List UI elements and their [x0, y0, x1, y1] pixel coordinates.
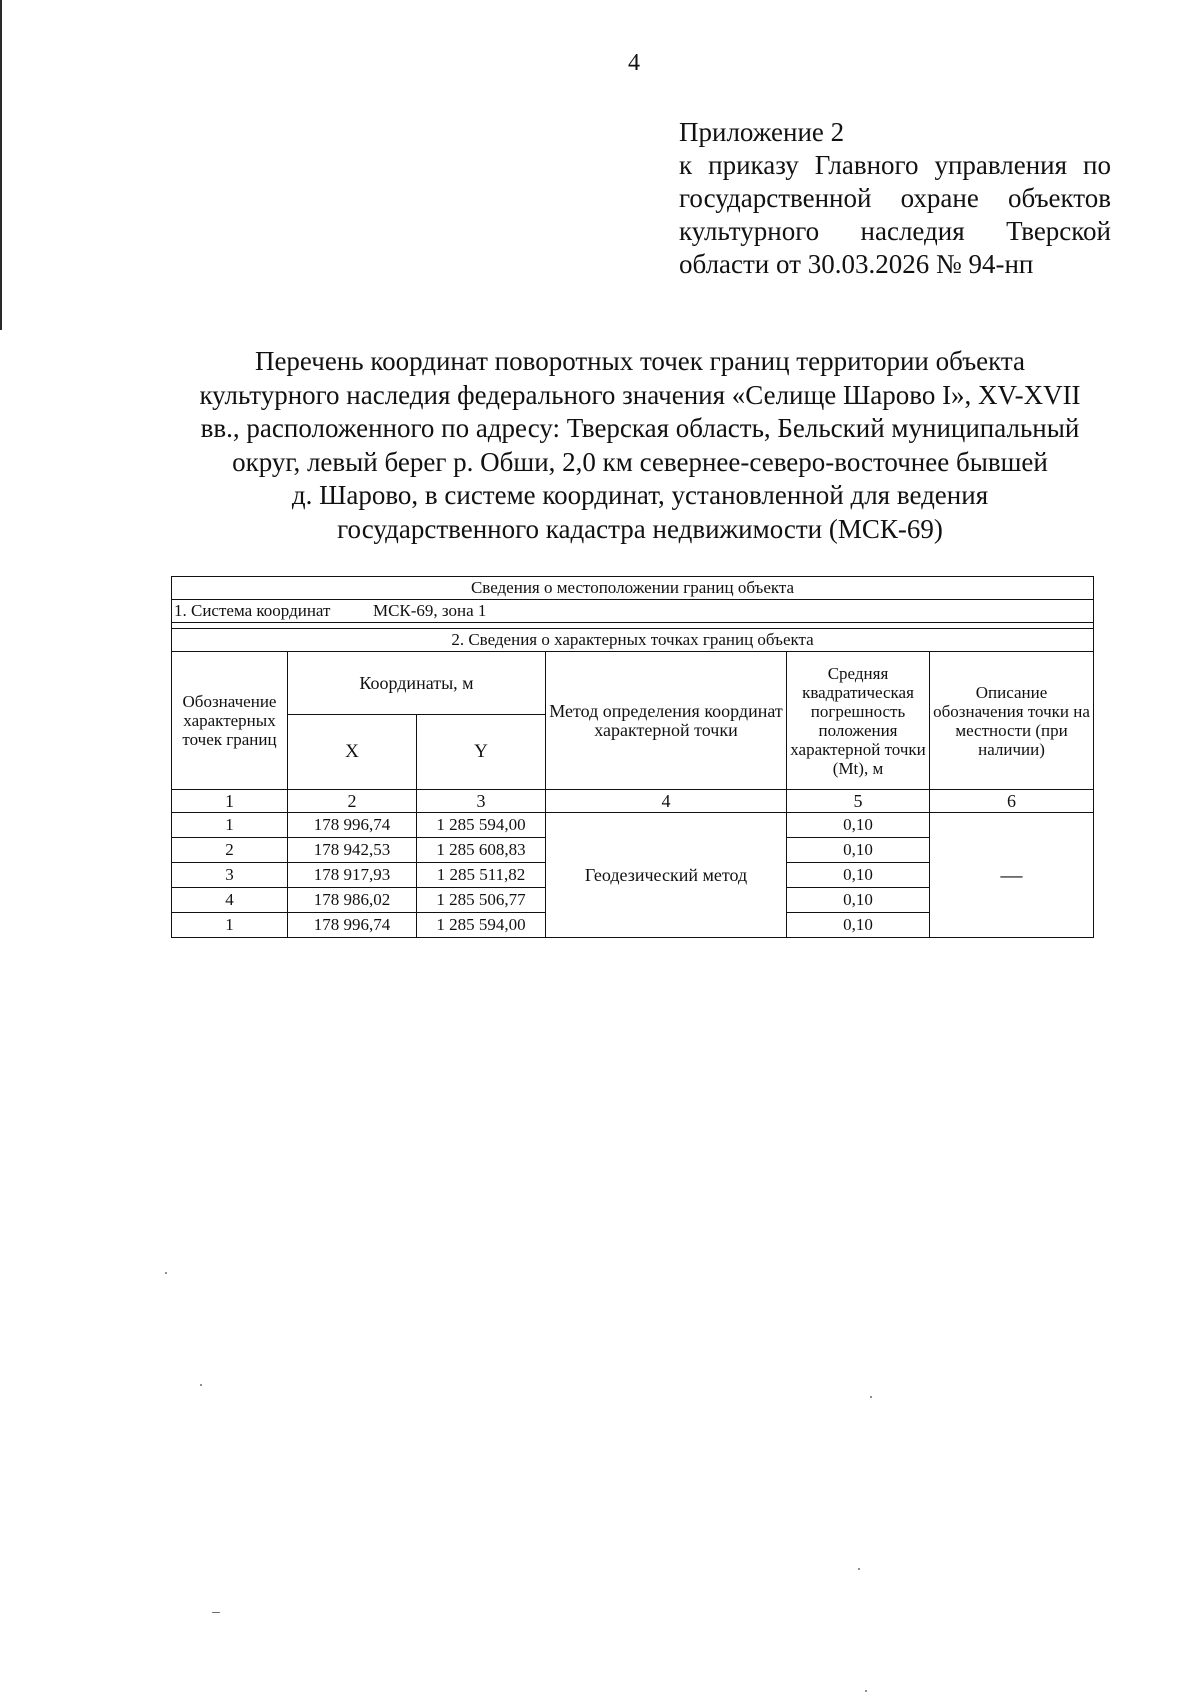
- appendix-line: культурного наследия Тверской: [679, 216, 1111, 246]
- y-value: 1 285 594,00: [417, 813, 546, 838]
- appendix-line: области от 30.03.2026 № 94-нп: [679, 249, 1034, 279]
- scan-speck: [865, 1690, 867, 1692]
- error-value: 0,10: [787, 913, 930, 938]
- table-section-row: [172, 577, 1094, 600]
- y-value: 1 285 506,77: [417, 888, 546, 913]
- error-value: 0,10: [787, 813, 930, 838]
- header-x: X: [288, 715, 417, 790]
- column-number: 5: [787, 790, 930, 813]
- points-section-title: 2. Сведения о характерных точках границ объекта: [172, 629, 1094, 652]
- header-y: Y: [417, 715, 546, 790]
- coord-system-value: МСК-69, зона 1: [372, 601, 487, 620]
- document-title: [160, 345, 1120, 547]
- appendix-block: [679, 116, 1111, 281]
- error-value: 0,10: [787, 838, 930, 863]
- title-line: д. Шарово, в системе координат, установленной для ведения: [291, 480, 989, 511]
- scan-speck: [200, 1384, 202, 1386]
- header-method: Метод определения координат характерной точки: [546, 652, 787, 790]
- column-number-row: [172, 790, 1094, 813]
- title-line: вв., расположенного по адресу: Тверская область, Бельский муниципальный: [200, 413, 1080, 444]
- points-section-row: [172, 629, 1094, 652]
- point-number: 3: [172, 863, 288, 888]
- appendix-line: к приказу Главного управления по: [679, 150, 1111, 180]
- column-number: 4: [546, 790, 787, 813]
- column-number: 2: [288, 790, 417, 813]
- x-value: 178 996,74: [288, 813, 417, 838]
- column-number: 3: [417, 790, 546, 813]
- x-value: 178 942,53: [288, 838, 417, 863]
- table-section-title: Сведения о местоположении границ объекта: [172, 577, 1094, 600]
- column-number: 6: [930, 790, 1094, 813]
- header-description: Описание обозначения точки на местности (при наличии): [930, 652, 1094, 790]
- scan-edge-line: [0, 0, 2, 330]
- appendix-line: Приложение 2: [679, 117, 845, 147]
- title-line: культурного наследия федерального значения «Селище Шарово I», XV-XVII: [199, 379, 1081, 410]
- title-line: государственного кадастра недвижимости (МСК-69): [337, 513, 943, 544]
- header-error: Средняя квадратическая погрешность положения характерной точки (Mt), м: [787, 652, 930, 790]
- scan-speck: [870, 1396, 872, 1398]
- point-number: 1: [172, 913, 288, 938]
- x-value: 178 917,93: [288, 863, 417, 888]
- appendix-line: государственной охране объектов: [679, 183, 1111, 213]
- y-value: 1 285 608,83: [417, 838, 546, 863]
- table-header-row: [172, 652, 1094, 715]
- title-line: округ, левый берег р. Обши, 2,0 км севернее-северо-восточнее бывшей: [232, 446, 1048, 477]
- y-value: 1 285 511,82: [417, 863, 546, 888]
- point-number: 1: [172, 813, 288, 838]
- coord-system-row: [172, 600, 1094, 623]
- header-coordinates: Координаты, м: [288, 652, 546, 715]
- y-value: 1 285 594,00: [417, 913, 546, 938]
- method-value: Геодезический метод: [546, 813, 787, 938]
- coord-system-label: 1. Система координат: [174, 601, 331, 620]
- scan-speck: [858, 1568, 860, 1570]
- coord-system-cell: [172, 600, 1094, 623]
- x-value: 178 986,02: [288, 888, 417, 913]
- page-number: 4: [628, 50, 640, 76]
- scan-speck: [165, 1272, 167, 1274]
- error-value: 0,10: [787, 863, 930, 888]
- table-row: [172, 813, 1094, 838]
- coordinates-table: [171, 576, 1094, 938]
- error-value: 0,10: [787, 888, 930, 913]
- point-number: 2: [172, 838, 288, 863]
- header-point-designation: Обозначение характерных точек границ: [172, 652, 288, 790]
- column-number: 1: [172, 790, 288, 813]
- point-number: 4: [172, 888, 288, 913]
- description-value: —: [930, 813, 1094, 938]
- x-value: 178 996,74: [288, 913, 417, 938]
- scan-speck: [212, 1612, 220, 1613]
- title-line: Перечень координат поворотных точек границ территории объекта: [254, 346, 1026, 376]
